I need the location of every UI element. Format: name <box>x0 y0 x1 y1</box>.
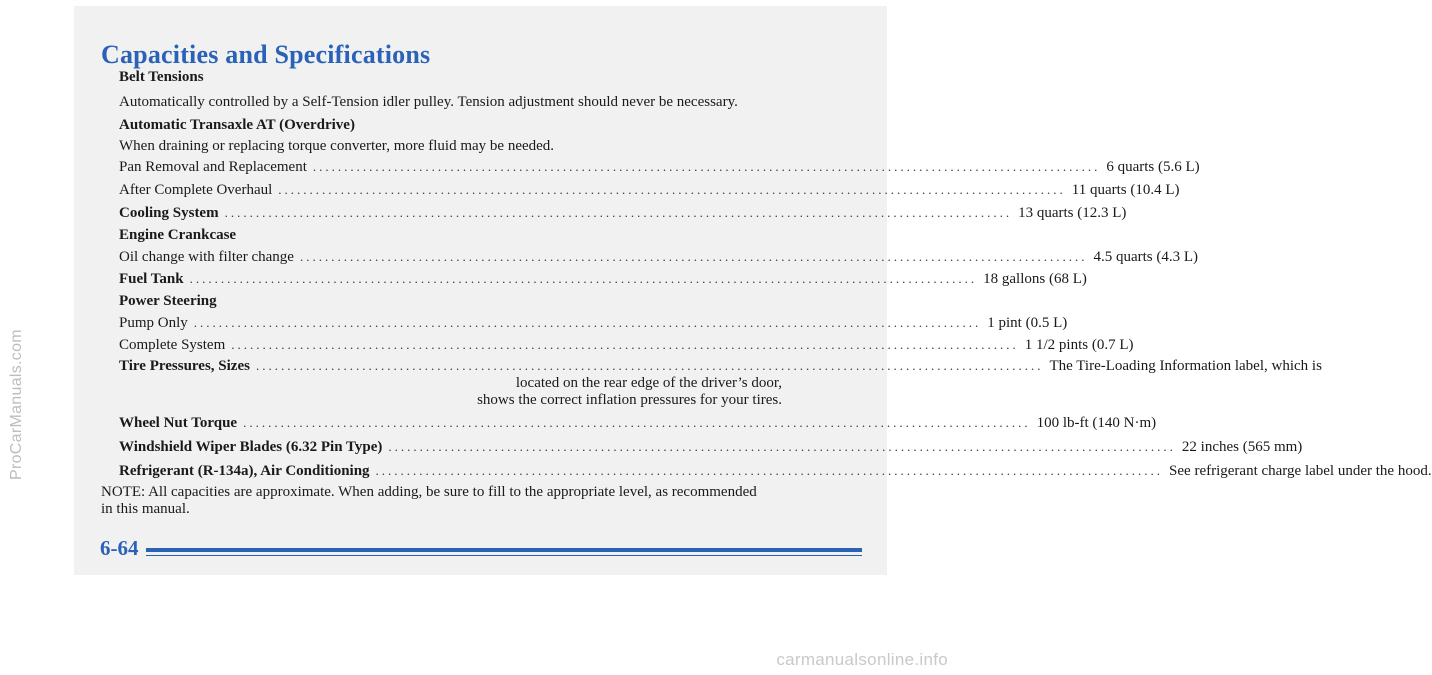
spec-value: 6 quarts (5.6 L) <box>1106 159 1200 175</box>
spec-label: Pump Only <box>119 315 188 331</box>
spec-label: Refrigerant (R-134a), Air Conditioning <box>119 463 370 479</box>
leader-dots: .............................................................................................................................. <box>388 439 1176 454</box>
spec-row-pan-removal <box>119 159 1200 179</box>
leader-dots: .............................................................................................................................. <box>231 337 1019 352</box>
spec-label: Oil change with filter change <box>119 249 294 265</box>
leader-dots: .............................................................................................................................. <box>312 159 1101 174</box>
note-line-2: in this manual. <box>101 501 190 517</box>
spec-value: 18 gallons (68 L) <box>983 271 1087 287</box>
spec-value: 4.5 quarts (4.3 L) <box>1093 249 1198 265</box>
spec-row-wiper-blades <box>119 439 1303 459</box>
page-rule-thin <box>146 555 862 556</box>
spec-value: See refrigerant charge label under the hood. <box>1169 463 1432 479</box>
belt-tensions-heading: Belt Tensions <box>119 69 204 85</box>
tire-info-line-2: located on the rear edge of the driver’s door, <box>515 375 782 391</box>
spec-value: 1 pint (0.5 L) <box>987 315 1068 331</box>
spec-row-wheel-nut-torque <box>119 415 1157 435</box>
spec-value: 13 quarts (12.3 L) <box>1018 205 1127 221</box>
spec-row-pump-only <box>119 315 1068 335</box>
spec-row-complete-system <box>119 337 1134 357</box>
spec-label: Tire Pressures, Sizes <box>119 358 250 374</box>
watermark-bottom: carmanualsonline.info <box>776 650 948 669</box>
power-steering-heading: Power Steering <box>119 293 217 309</box>
spec-row-fuel-tank <box>119 271 1087 291</box>
note-line-1: NOTE: All capacities are approximate. When adding, be sure to fill to the appropriate level, as recommended <box>101 484 757 500</box>
spec-row-refrigerant <box>119 463 1432 483</box>
leader-dots: .............................................................................................................................. <box>375 463 1164 478</box>
spec-label: After Complete Overhaul <box>119 182 273 198</box>
leader-dots: .............................................................................................................................. <box>243 415 1031 430</box>
spec-label: Fuel Tank <box>119 271 184 287</box>
spec-label: Cooling System <box>119 205 219 221</box>
spec-row-complete-overhaul <box>119 182 1180 202</box>
tire-info-line-3: shows the correct inflation pressures for your tires. <box>477 392 782 408</box>
transaxle-text: When draining or replacing torque converter, more fluid may be needed. <box>119 138 555 154</box>
leader-dots: .............................................................................................................................. <box>278 182 1066 197</box>
leader-dots: .............................................................................................................................. <box>299 249 1088 264</box>
spec-label: Complete System <box>119 337 226 353</box>
engine-crankcase-heading: Engine Crankcase <box>119 227 237 243</box>
spec-value: 100 lb-ft (140 N·m) <box>1036 415 1157 431</box>
page-number: 6-64 <box>100 536 139 560</box>
leader-dots: .............................................................................................................................. <box>224 205 1013 220</box>
leader-dots: .............................................................................................................................. <box>193 315 982 330</box>
leader-dots: .............................................................................................................................. <box>189 271 978 286</box>
spec-value: 1 1/2 pints (0.7 L) <box>1024 337 1134 353</box>
leader-dots: .............................................................................................................................. <box>255 358 1044 373</box>
spec-label: Wheel Nut Torque <box>119 415 238 431</box>
spec-row-cooling-system <box>119 205 1127 225</box>
spec-value: The Tire-Loading Information label, which is <box>1049 358 1322 374</box>
transaxle-heading: Automatic Transaxle AT (Overdrive) <box>119 117 355 133</box>
spec-value: 22 inches (565 mm) <box>1181 439 1303 455</box>
spec-row-oil-change <box>119 249 1198 269</box>
spec-value: 11 quarts (10.4 L) <box>1071 182 1180 198</box>
belt-tensions-text: Automatically controlled by a Self-Tension idler pulley. Tension adjustment should never be necessary. <box>119 94 738 110</box>
watermark-left: ProCarManuals.com <box>8 329 25 480</box>
spec-label: Pan Removal and Replacement <box>119 159 307 175</box>
page-rule <box>146 548 862 552</box>
page-title: Capacities and Specifications <box>101 40 431 69</box>
spec-label: Windshield Wiper Blades (6.32 Pin Type) <box>119 439 383 455</box>
